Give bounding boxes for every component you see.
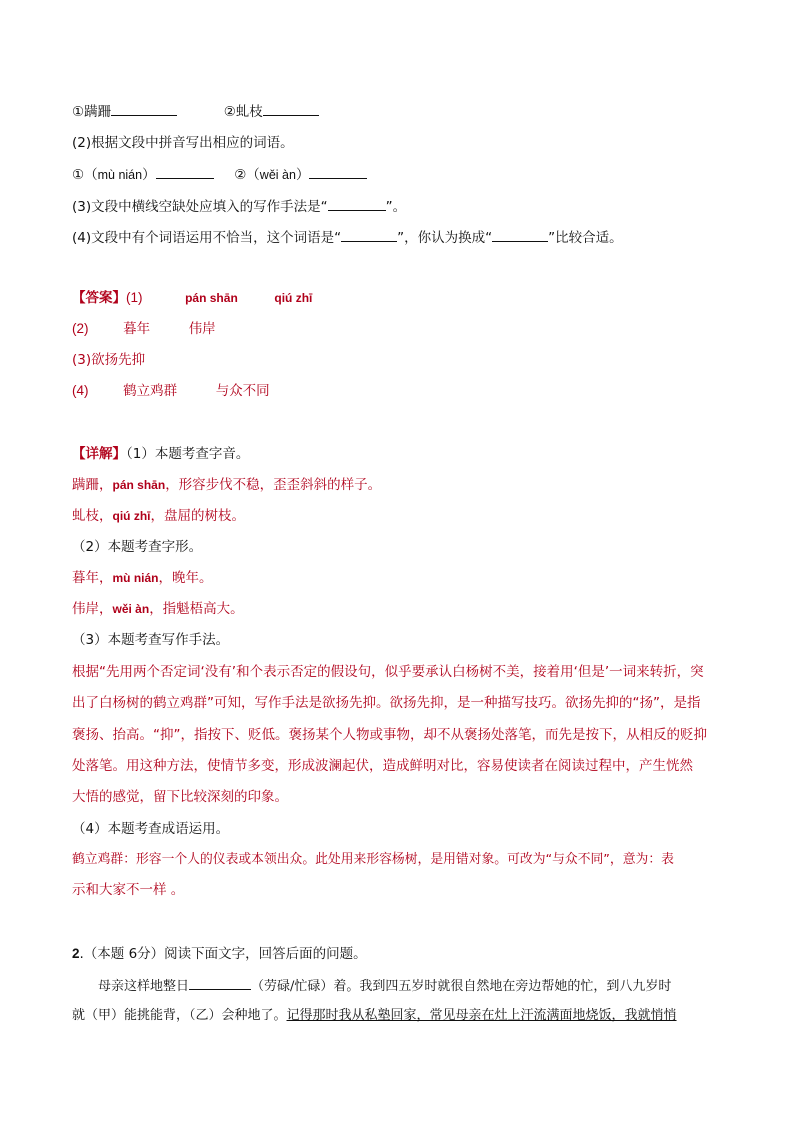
q1-item-3: ①（mù nián） ②（wěi àn）	[72, 165, 367, 184]
answer-label: 【答案】	[72, 290, 126, 306]
q2-text-line-1: 母亲这样地整日 （劳碌/忙碌）着。我到四五岁时就很自然地在旁边帮她的忙，到八九岁时	[98, 976, 671, 996]
pinyin: pán shān	[185, 291, 238, 305]
answer-row-4: (4) 鹤立鸡群 与众不同	[72, 383, 270, 399]
q1-item-1a-label: ①蹒跚	[72, 104, 112, 120]
q1-sub3: (3)文段中横线空缺处应填入的写作手法是“ ”。	[72, 199, 407, 215]
q1-sub4: (4)文段中有个词语运用不恰当，这个词语是“ ”，你认为换成“ ”比较合适。	[72, 230, 623, 246]
answer-blank[interactable]	[492, 228, 548, 242]
pinyin: wěi àn	[112, 602, 150, 616]
pinyin: mù nián	[97, 168, 143, 182]
detail-para-line: 根据“先用两个否定词‘没有’和个表示否定的假设句，似乎要承认白杨树不美，接着用‘但是’一词来转折，突	[72, 664, 704, 680]
pinyin: qiú zhī	[274, 291, 313, 305]
detail-para-line: 鹤立鸡群：形容一个人的仪表或本领出众。此处用来形容杨树，是用错对象。可改为“与众不同”，意为：表	[72, 852, 674, 867]
detail-para-line: 大悟的感觉，留下比较深刻的印象。	[72, 789, 288, 805]
detail-row-2: 蹒跚，pán shān，形容步伐不稳，歪歪斜斜的样子。	[72, 477, 382, 493]
answer-blank[interactable]	[341, 228, 397, 242]
detail-para-line: 处落笔。用这种方法，使情节多变，形成波澜起伏，造成鲜明对比，容易使读者在阅读过程中，产生恍然	[72, 758, 693, 774]
pinyin: pán shān	[112, 478, 166, 492]
detail-row-9: （4）本题考查成语运用。	[72, 821, 230, 837]
q2-text-line-2: 就（甲）能挑能背，（乙）会种地了。记得那时我从私塾回家，常见母亲在灶上汗流满面地烧饭，我就悄悄	[72, 1008, 677, 1023]
detail-row-3: 虬枝，qiú zhī，盘屈的树枝。	[72, 508, 245, 524]
detail-row-5: 暮年，mù nián，晚年。	[72, 570, 213, 586]
answer-row-1: 【答案】(1) pán shān qiú zhī	[72, 290, 313, 306]
q1-item-1	[72, 102, 319, 121]
q1-item-1b-label: ②虬枝	[223, 104, 263, 120]
detail-row-1: 【详解】（1）本题考查字音。	[72, 446, 250, 462]
detail-para-line: 出了白杨树的鹤立鸡群”可知，写作手法是欲扬先抑。欲扬先抑，是一种描写技巧。欲扬先抑的“扬”，是指	[72, 695, 701, 711]
detail-para-line: 示和大家不一样 。	[72, 882, 185, 898]
q1-sub2: (2)根据文段中拼音写出相应的词语。	[72, 135, 294, 151]
detail-para-line: 褒扬、抬高。“抑”，指按下、贬低。褒扬某个人物或事物，却不从褒扬处落笔，而先是按下，从相反的贬抑	[72, 727, 707, 743]
detail-row-7: （3）本题考查写作手法。	[72, 632, 230, 648]
q2-heading: 2.（本题 6分）阅读下面文字，回答后面的问题。	[72, 946, 367, 962]
detail-row-4: （2）本题考查字形。	[72, 539, 203, 555]
underlined-sentence: 记得那时我从私塾回家，常见母亲在灶上汗流满面地烧饭，我就悄悄	[286, 1008, 677, 1023]
answer-row-2: (2) 暮年 伟岸	[72, 321, 216, 337]
detail-row-6: 伟岸，wěi àn，指魁梧高大。	[72, 601, 244, 617]
answer-blank[interactable]	[263, 102, 319, 116]
answer-blank[interactable]	[309, 165, 367, 179]
answer-blank[interactable]	[156, 165, 214, 179]
pinyin: wěi àn	[259, 168, 296, 182]
answer-blank[interactable]	[328, 197, 386, 211]
pinyin: qiú zhī	[112, 509, 151, 523]
answer-blank[interactable]	[189, 976, 251, 990]
pinyin: mù nián	[112, 571, 159, 585]
detail-label: 【详解】	[72, 446, 126, 462]
q2-number: 2	[72, 946, 80, 961]
answer-row-3: (3)欲扬先抑	[72, 352, 146, 368]
answer-blank[interactable]	[111, 102, 177, 116]
